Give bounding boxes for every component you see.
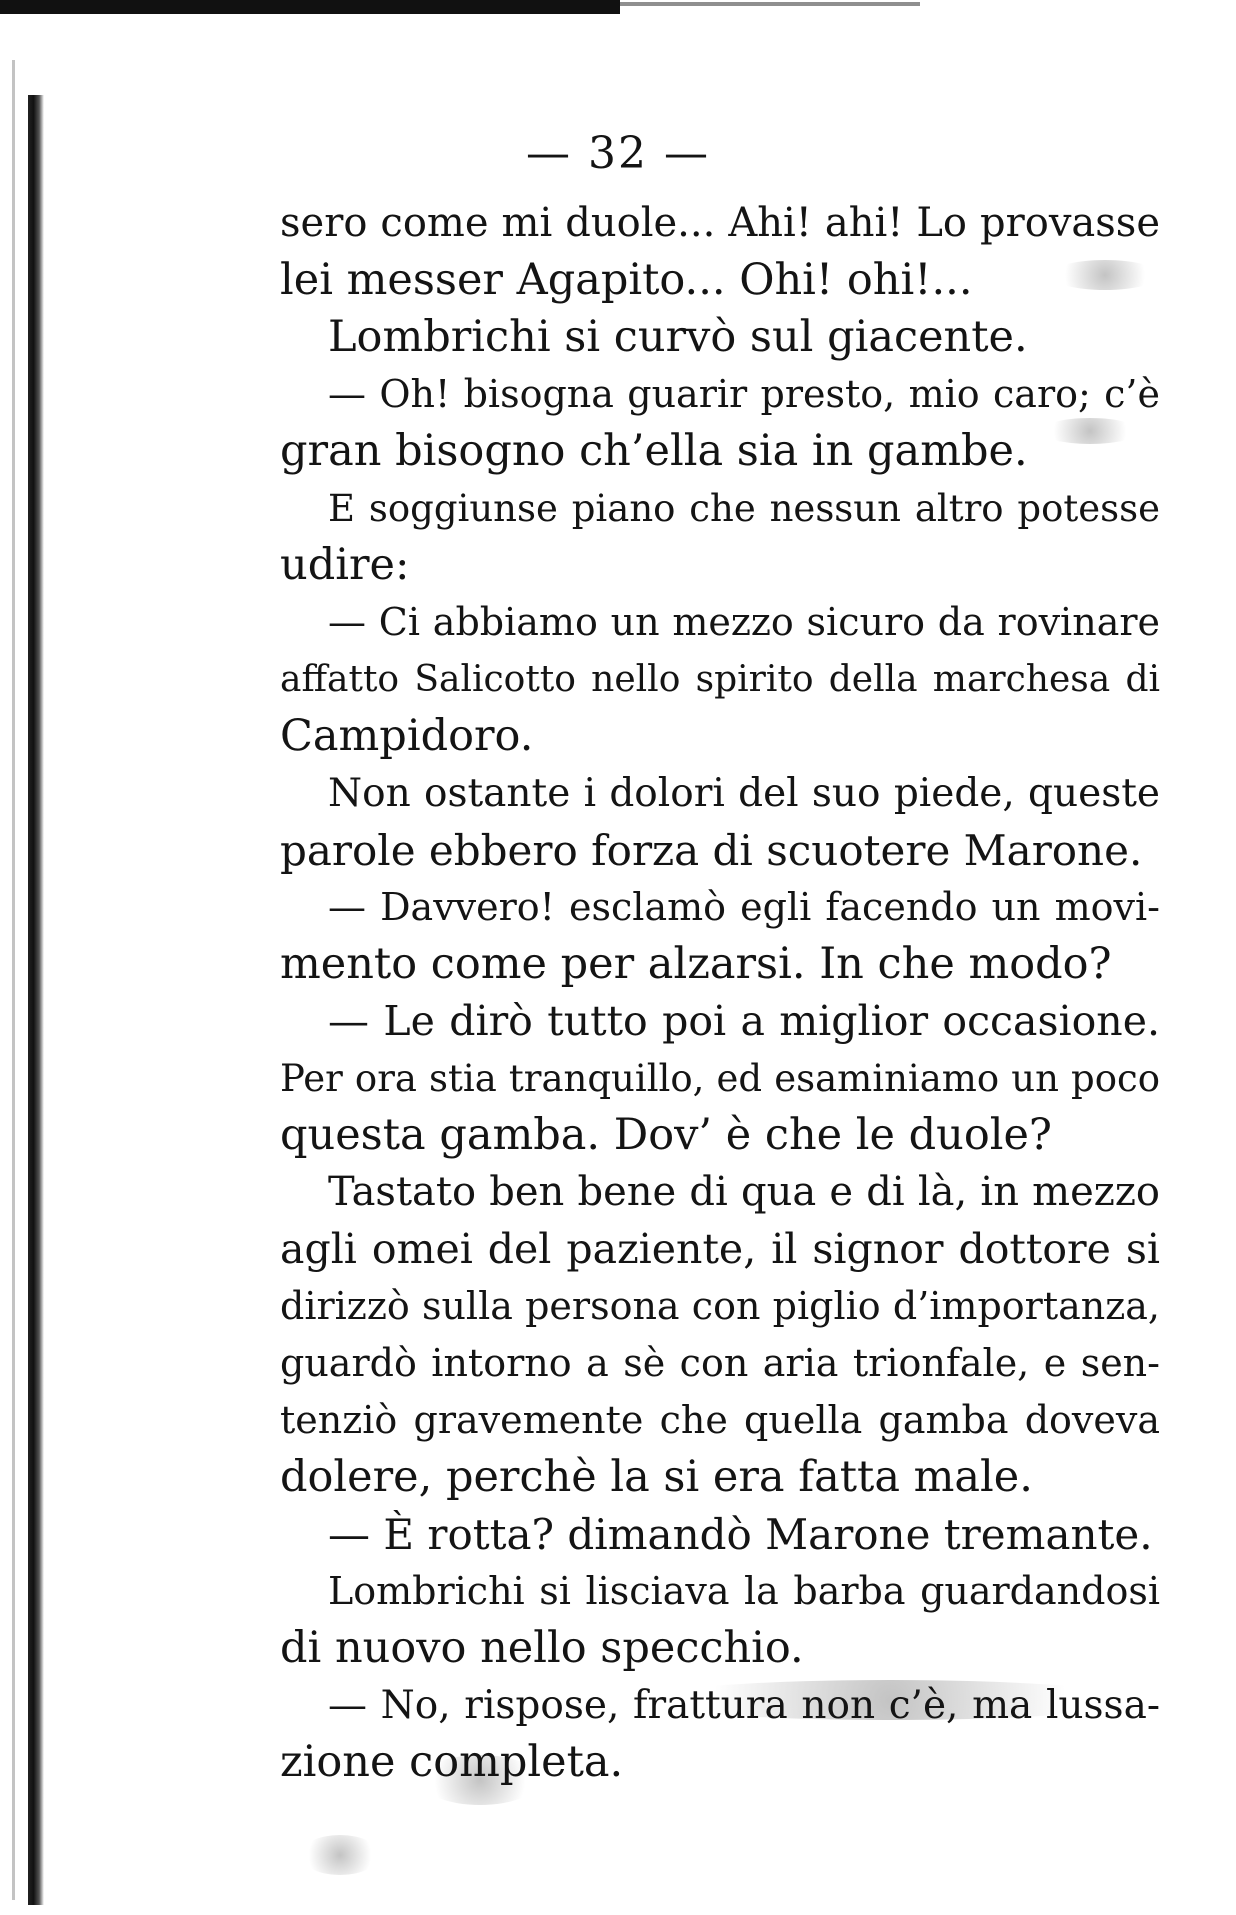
- binding-edge: [28, 95, 44, 1905]
- text-line: dirizzò sulla persona con piglio d’importanza,: [280, 1284, 1160, 1328]
- text-line: Tastato ben bene di qua e di là, in mezzo: [328, 1169, 1160, 1215]
- text-line: Lombrichi si lisciava la barba guardandosi: [328, 1569, 1160, 1613]
- text-line: parole ebbero forza di scuotere Marone.: [280, 826, 1143, 875]
- text-line: mento come per alzarsi. In che modo?: [280, 939, 1112, 989]
- text-line: Per ora stia tranquillo, ed esaminiamo un poco: [280, 1057, 1160, 1100]
- body-text: [280, 195, 1160, 1791]
- top-edge-rule-thin: [620, 2, 920, 6]
- text-line: udire:: [280, 540, 410, 590]
- text-line: Campidoro.: [280, 711, 534, 761]
- text-line: — Le dirò tutto poi a miglior occasione.: [328, 997, 1160, 1045]
- text-line: lei messer Agapito... Ohi! ohi!...: [280, 255, 973, 305]
- text-line: sero come mi duole... Ahi! ahi! Lo provasse: [280, 200, 1160, 246]
- text-line: — Ci abbiamo un mezzo sicuro da rovinare: [328, 600, 1160, 644]
- text-line: Lombrichi si curvò sul giacente.: [328, 312, 1028, 362]
- text-line: — È rotta? dimandò Marone tremante.: [328, 1510, 1153, 1559]
- text-line: guardò intorno a sè con aria trionfale, e sen-: [280, 1341, 1160, 1385]
- text-line: affatto Salicotto nello spirito della marchesa di: [280, 659, 1160, 700]
- text-line: — Oh! bisogna guarir presto, mio caro; c’è: [328, 372, 1160, 416]
- text-line: questa gamba. Dov’ è che le duole?: [280, 1110, 1052, 1160]
- ink-smudge: [300, 1835, 380, 1875]
- text-line: dolere, perchè la si era fatta male.: [280, 1452, 1033, 1502]
- text-line: di nuovo nello specchio.: [280, 1623, 804, 1673]
- text-line: agli omei del paziente, il signor dottore si: [280, 1225, 1160, 1273]
- left-edge-shadow: [12, 60, 15, 1900]
- text-line: Non ostante i dolori del suo piede, queste: [328, 771, 1160, 816]
- text-line: — Davvero! esclamò egli facendo un movi-: [328, 885, 1160, 929]
- text-line: E soggiunse piano che nessun altro potesse: [328, 487, 1160, 530]
- page-number: — 32 —: [526, 128, 710, 179]
- text-line: tenziò gravemente che quella gamba doveva: [280, 1398, 1160, 1442]
- text-line: zione completa.: [280, 1737, 624, 1787]
- text-line: — No, rispose, frattura non c’è, ma lussa-: [328, 1683, 1160, 1728]
- text-line: gran bisogno ch’ella sia in gambe.: [280, 426, 1028, 476]
- top-edge-rule: [0, 0, 620, 14]
